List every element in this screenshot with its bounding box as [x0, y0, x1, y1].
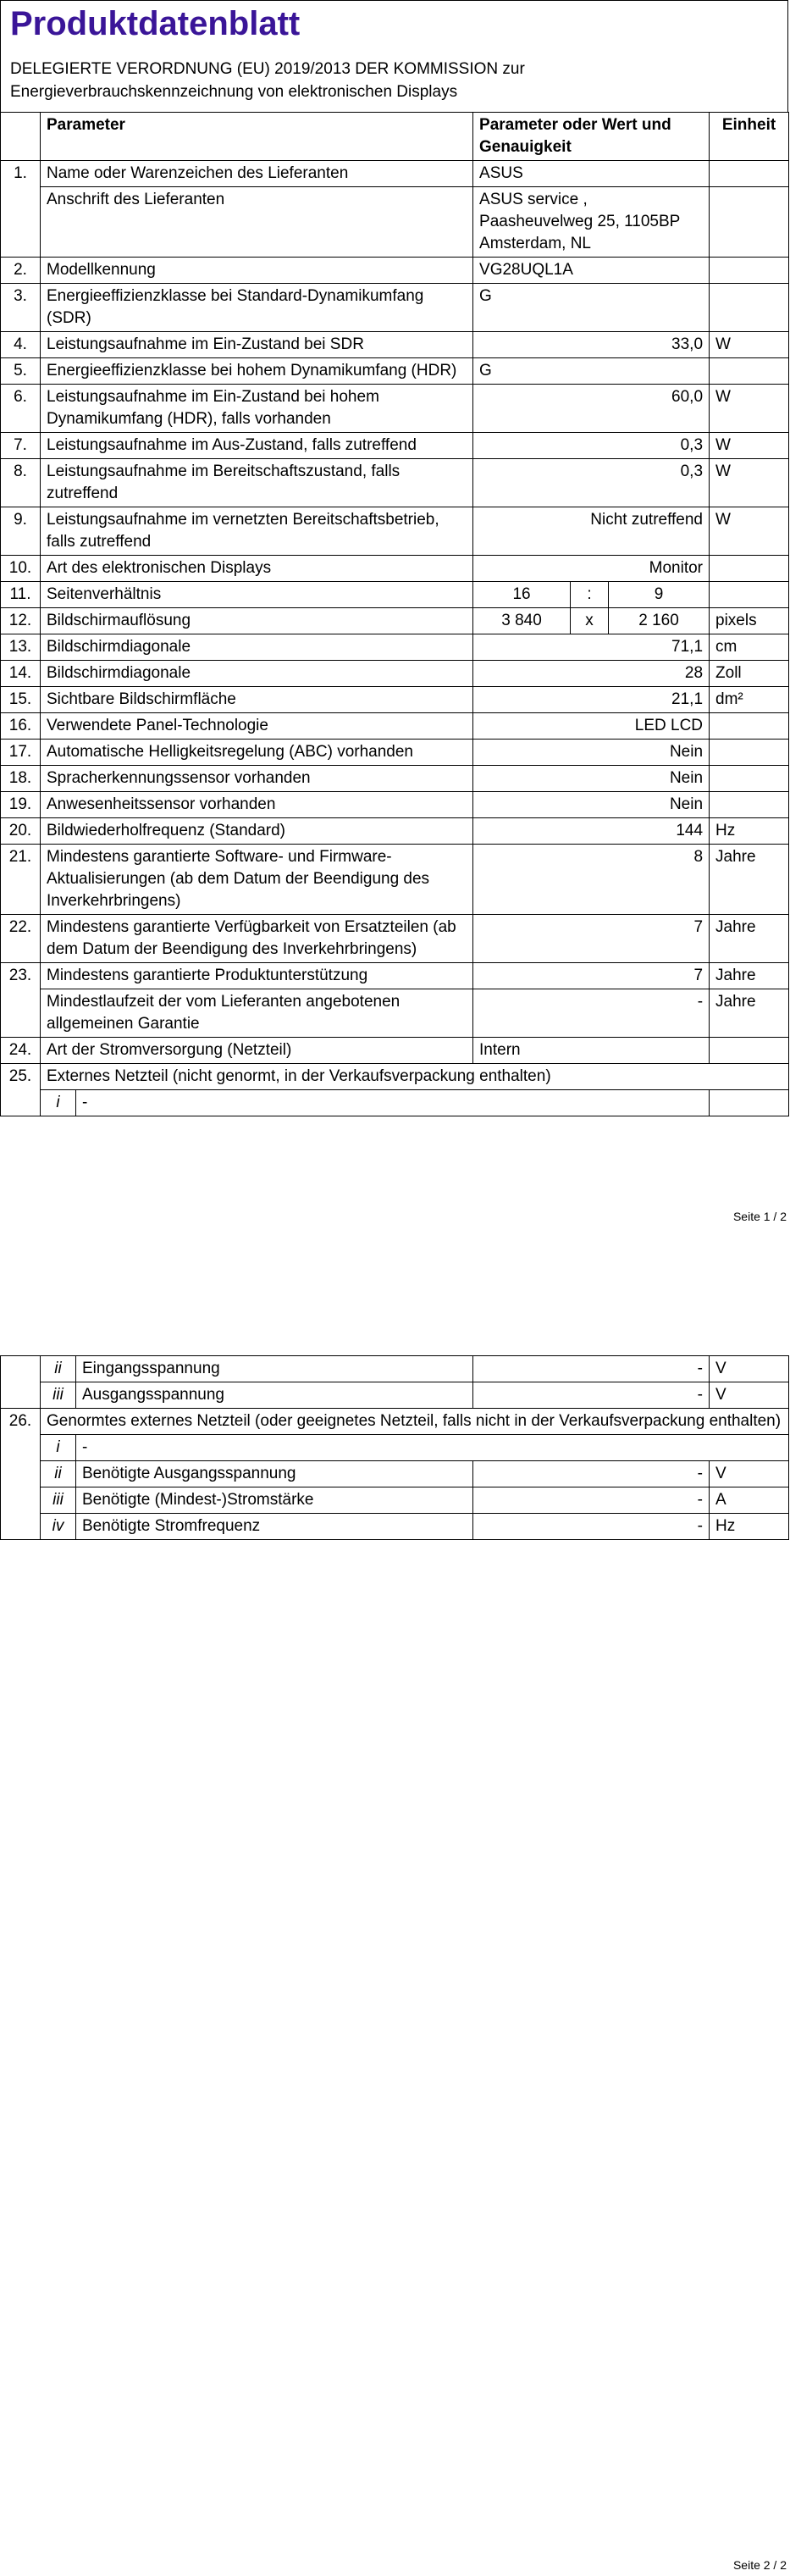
- row-unit: Jahre: [710, 989, 789, 1038]
- resolution-separator: x: [571, 608, 609, 634]
- resolution-height: 2 160: [609, 608, 710, 634]
- row-number: 19.: [1, 792, 41, 818]
- table-row: [1, 1514, 789, 1540]
- row-number: [1, 989, 41, 1038]
- row-parameter: Art des elektronischen Displays: [41, 556, 473, 582]
- row-parameter: Spracherkennungssensor vorhanden: [41, 766, 473, 792]
- row-unit: [710, 713, 789, 740]
- row-parameter: Mindestens garantierte Produktunterstützung: [41, 963, 473, 989]
- row-unit: [710, 284, 789, 332]
- row-unit: [710, 1090, 789, 1116]
- row-parameter: Benötigte Ausgangsspannung: [76, 1461, 473, 1487]
- row-parameter: -: [76, 1435, 789, 1461]
- row-number: 17.: [1, 740, 41, 766]
- table-row: [1, 1382, 789, 1409]
- row-number: [1, 1435, 41, 1461]
- row-value: -: [473, 989, 710, 1038]
- table-row: [1, 766, 789, 792]
- row-number: 26.: [1, 1409, 41, 1435]
- row-parameter: Leistungsaufnahme im Bereitschaftszustand, falls zutreffend: [41, 459, 473, 507]
- row-value: 33,0: [473, 332, 710, 358]
- table-row: [1, 358, 789, 385]
- product-data-table-continued: [0, 1355, 789, 1540]
- row-value: LED LCD: [473, 713, 710, 740]
- row-parameter: Energieeffizienzklasse bei hohem Dynamikumfang (HDR): [41, 358, 473, 385]
- row-unit: W: [710, 433, 789, 459]
- row-value: 0,3: [473, 433, 710, 459]
- row-unit: Jahre: [710, 845, 789, 915]
- row-parameter: Bildschirmdiagonale: [41, 634, 473, 661]
- row-unit: [710, 358, 789, 385]
- table-row: [1, 1064, 789, 1090]
- row-unit: [710, 582, 789, 608]
- table-row: [1, 608, 789, 634]
- row-sub-number: iii: [41, 1487, 76, 1514]
- row-number: [1, 1487, 41, 1514]
- page-number: Seite 2 / 2: [732, 2558, 787, 2572]
- page-2: [0, 1288, 790, 2576]
- row-parameter: Anschrift des Lieferanten: [41, 187, 473, 258]
- row-value: 8: [473, 845, 710, 915]
- table-row: [1, 661, 789, 687]
- product-data-table: [0, 112, 789, 1116]
- row-unit: Zoll: [710, 661, 789, 687]
- row-value: -: [473, 1356, 710, 1382]
- row-value: ASUS service , Paasheuvelweg 25, 1105BP Amsterdam, NL: [473, 187, 710, 258]
- table-row: [1, 1461, 789, 1487]
- row-unit: [710, 161, 789, 187]
- row-value: -: [473, 1487, 710, 1514]
- table-row: [1, 332, 789, 358]
- row-parameter: Benötigte Stromfrequenz: [76, 1514, 473, 1540]
- row-value: 60,0: [473, 385, 710, 433]
- row-unit: W: [710, 507, 789, 556]
- row-unit: Jahre: [710, 963, 789, 989]
- row-unit: Hz: [710, 818, 789, 845]
- row-number: [1, 1461, 41, 1487]
- row-number: 5.: [1, 358, 41, 385]
- row-number: 6.: [1, 385, 41, 433]
- row-value: Nein: [473, 740, 710, 766]
- row-number: 14.: [1, 661, 41, 687]
- row-number: 15.: [1, 687, 41, 713]
- row-parameter: Verwendete Panel-Technologie: [41, 713, 473, 740]
- row-parameter: Seitenverhältnis: [41, 582, 473, 608]
- row-number: 8.: [1, 459, 41, 507]
- row-parameter: Energieeffizienzklasse bei Standard-Dynamikumfang (SDR): [41, 284, 473, 332]
- table-row: [1, 1409, 789, 1435]
- row-value: G: [473, 284, 710, 332]
- table-row: [1, 582, 789, 608]
- row-value: 28: [473, 661, 710, 687]
- row-number: 10.: [1, 556, 41, 582]
- row-number: 12.: [1, 608, 41, 634]
- row-parameter: Genormtes externes Netzteil (oder geeignetes Netzteil, falls nicht in der Verkaufsverpackung enthalten): [41, 1409, 789, 1435]
- row-parameter: Mindestens garantierte Verfügbarkeit von Ersatzteilen (ab dem Datum der Beendigung des Inverkehrbringens): [41, 915, 473, 963]
- row-value: G: [473, 358, 710, 385]
- row-unit: [710, 556, 789, 582]
- row-unit: [710, 258, 789, 284]
- page-1: [0, 0, 790, 1228]
- row-number: [1, 187, 41, 258]
- row-sub-number: i: [41, 1090, 76, 1116]
- table-row: [1, 556, 789, 582]
- row-unit: W: [710, 459, 789, 507]
- row-value: 144: [473, 818, 710, 845]
- row-unit: [710, 740, 789, 766]
- row-sub-number: iii: [41, 1382, 76, 1409]
- row-unit: Hz: [710, 1514, 789, 1540]
- table-row: [1, 1090, 789, 1116]
- row-number: 18.: [1, 766, 41, 792]
- row-value: -: [473, 1514, 710, 1540]
- row-parameter: Benötigte (Mindest-)Stromstärke: [76, 1487, 473, 1514]
- page-number: Seite 1 / 2: [732, 1210, 787, 1223]
- row-unit: V: [710, 1461, 789, 1487]
- table-row: [1, 459, 789, 507]
- row-parameter: Anwesenheitssensor vorhanden: [41, 792, 473, 818]
- table-row: [1, 792, 789, 818]
- row-value: 0,3: [473, 459, 710, 507]
- table-row: [1, 1038, 789, 1064]
- row-parameter: Leistungsaufnahme im Aus-Zustand, falls zutreffend: [41, 433, 473, 459]
- row-parameter: Eingangsspannung: [76, 1356, 473, 1382]
- row-value: 21,1: [473, 687, 710, 713]
- table-row: [1, 385, 789, 433]
- row-parameter: Bildschirmauflösung: [41, 608, 473, 634]
- row-number: 7.: [1, 433, 41, 459]
- row-parameter: Leistungsaufnahme im Ein-Zustand bei hohem Dynamikumfang (HDR), falls vorhanden: [41, 385, 473, 433]
- row-number: 25.: [1, 1064, 41, 1090]
- row-unit: [710, 187, 789, 258]
- row-value: 71,1: [473, 634, 710, 661]
- row-number: 1.: [1, 161, 41, 187]
- header-unit: Einheit: [710, 113, 789, 161]
- row-unit: pixels: [710, 608, 789, 634]
- row-number: 13.: [1, 634, 41, 661]
- row-value: ASUS: [473, 161, 710, 187]
- resolution-width: 3 840: [473, 608, 571, 634]
- row-number: 24.: [1, 1038, 41, 1064]
- row-number: [1, 1090, 41, 1116]
- table-header-row: [1, 113, 789, 161]
- row-parameter: Bildwiederholfrequenz (Standard): [41, 818, 473, 845]
- row-number: 23.: [1, 963, 41, 989]
- table-row: [1, 687, 789, 713]
- row-parameter: Mindestlaufzeit der vom Lieferanten angebotenen allgemeinen Garantie: [41, 989, 473, 1038]
- document-title: Produktdatenblatt: [10, 5, 301, 42]
- table-row: [1, 634, 789, 661]
- ratio-separator: :: [571, 582, 609, 608]
- row-parameter: Name oder Warenzeichen des Lieferanten: [41, 161, 473, 187]
- row-parameter: Leistungsaufnahme im Ein-Zustand bei SDR: [41, 332, 473, 358]
- row-number: 21.: [1, 845, 41, 915]
- row-number: 4.: [1, 332, 41, 358]
- row-sub-number: ii: [41, 1356, 76, 1382]
- table-row: [1, 818, 789, 845]
- row-value: Nein: [473, 792, 710, 818]
- row-number: 9.: [1, 507, 41, 556]
- row-parameter: Automatische Helligkeitsregelung (ABC) vorhanden: [41, 740, 473, 766]
- row-value: Intern: [473, 1038, 710, 1064]
- row-unit: cm: [710, 634, 789, 661]
- row-unit: A: [710, 1487, 789, 1514]
- row-value: 7: [473, 963, 710, 989]
- row-sub-number: i: [41, 1435, 76, 1461]
- row-unit: [710, 792, 789, 818]
- row-parameter: -: [76, 1090, 710, 1116]
- table-row: [1, 284, 789, 332]
- row-value: Nicht zutreffend: [473, 507, 710, 556]
- row-unit: V: [710, 1382, 789, 1409]
- row-value: -: [473, 1382, 710, 1409]
- row-value: VG28UQL1A: [473, 258, 710, 284]
- row-number: 2.: [1, 258, 41, 284]
- header-parameter: Parameter: [41, 113, 473, 161]
- header-num-cell: [1, 113, 41, 161]
- table-row: [1, 258, 789, 284]
- row-parameter: Ausgangsspannung: [76, 1382, 473, 1409]
- document-subtitle: DELEGIERTE VERORDNUNG (EU) 2019/2013 DER KOMMISSION zur Energieverbrauchskennzeichnung von elektronischen Displays: [10, 60, 525, 101]
- table-row: [1, 713, 789, 740]
- row-value: Monitor: [473, 556, 710, 582]
- row-number: 16.: [1, 713, 41, 740]
- table-row: [1, 740, 789, 766]
- row-parameter: Art der Stromversorgung (Netzteil): [41, 1038, 473, 1064]
- header-value: Parameter oder Wert und Genauigkeit: [473, 113, 710, 161]
- row-value: -: [473, 1461, 710, 1487]
- row-value: 7: [473, 915, 710, 963]
- row-parameter: Bildschirmdiagonale: [41, 661, 473, 687]
- row-unit: dm²: [710, 687, 789, 713]
- table-row: [1, 1356, 789, 1382]
- ratio-width: 16: [473, 582, 571, 608]
- row-parameter: Sichtbare Bildschirmfläche: [41, 687, 473, 713]
- row-unit: V: [710, 1356, 789, 1382]
- row-parameter: Externes Netzteil (nicht genormt, in der Verkaufsverpackung enthalten): [41, 1064, 789, 1090]
- table-row: [1, 989, 789, 1038]
- row-unit: W: [710, 332, 789, 358]
- table-row: [1, 1435, 789, 1461]
- row-parameter: Mindestens garantierte Software- und Firmware-Aktualisierungen (ab dem Datum der Beendigung des Inverkehrbringens): [41, 845, 473, 915]
- table-row: [1, 1487, 789, 1514]
- row-unit: [710, 766, 789, 792]
- row-number: 22.: [1, 915, 41, 963]
- row-number: [1, 1382, 41, 1409]
- row-unit: Jahre: [710, 915, 789, 963]
- row-sub-number: iv: [41, 1514, 76, 1540]
- ratio-height: 9: [609, 582, 710, 608]
- table-row: [1, 507, 789, 556]
- table-row: [1, 187, 789, 258]
- row-unit: [710, 1038, 789, 1064]
- table-row: [1, 845, 789, 915]
- table-row: [1, 915, 789, 963]
- row-number: 20.: [1, 818, 41, 845]
- row-number: 3.: [1, 284, 41, 332]
- row-unit: W: [710, 385, 789, 433]
- row-number: [1, 1356, 41, 1382]
- table-row: [1, 161, 789, 187]
- row-parameter: Leistungsaufnahme im vernetzten Bereitschaftsbetrieb, falls zutreffend: [41, 507, 473, 556]
- row-value: Nein: [473, 766, 710, 792]
- table-row: [1, 433, 789, 459]
- row-number: [1, 1514, 41, 1540]
- row-sub-number: ii: [41, 1461, 76, 1487]
- row-parameter: Modellkennung: [41, 258, 473, 284]
- row-number: 11.: [1, 582, 41, 608]
- table-row: [1, 963, 789, 989]
